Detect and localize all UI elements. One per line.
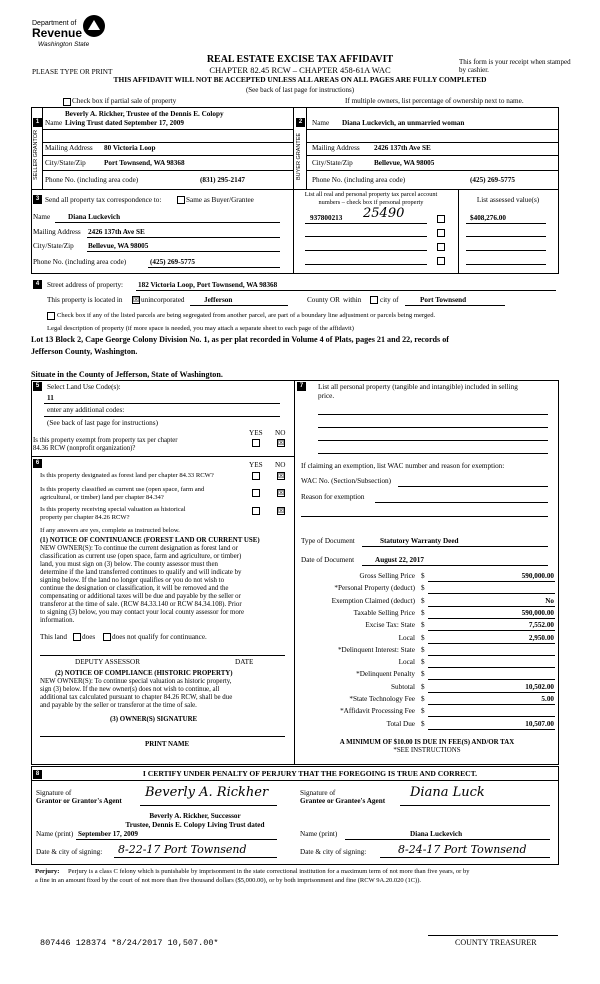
assessed-header: List assessed value(s) xyxy=(476,196,540,204)
tax-row-currency: $ xyxy=(421,707,425,716)
tax-row-currency: $ xyxy=(421,719,425,728)
unincorporated-checkbox[interactable]: ☒ xyxy=(133,296,140,304)
section-6-badge: 6 xyxy=(33,459,42,468)
grantor-print-3: September 17, 2009 xyxy=(78,830,138,838)
tax-row-label: Local xyxy=(398,633,415,642)
s3-mailing: 2426 137th Ave SE xyxy=(88,228,145,236)
tax-row-underline xyxy=(428,643,555,644)
seller-city: Port Townsend, WA 98368 xyxy=(104,159,185,167)
tax-row-currency: $ xyxy=(421,670,425,679)
partial-sale-checkbox[interactable] xyxy=(63,98,71,106)
same-as-buyer-label: Same as Buyer/Grantee xyxy=(186,196,254,204)
buyer-mailing: 2426 137th Ave SE xyxy=(374,144,431,152)
form-see-back: (See back of last page for instructions) xyxy=(245,86,355,94)
s3-city-label: City/State/Zip xyxy=(33,242,74,250)
s3-mailing-label: Mailing Address xyxy=(33,228,81,236)
tax-row-label: Exemption Claimed (deduct) xyxy=(331,596,415,605)
buyer-city-label: City/State/Zip xyxy=(312,159,353,167)
send-correspondence-label: Send all property tax correspondence to: xyxy=(45,196,162,204)
s5-see-back: (See back of last page for instructions) xyxy=(47,419,158,427)
tax-row-underline xyxy=(428,679,555,680)
city-name: Port Townsend xyxy=(420,296,467,304)
seller-mailing: 80 Victoria Loop xyxy=(104,144,156,152)
exempt-no-checkbox[interactable]: ☒ xyxy=(278,439,285,447)
receipt-note: This form is your receipt when stamped by cashier. xyxy=(459,58,571,75)
notice1-line: NEW OWNER(S): To continue the current designation as forest land or xyxy=(40,545,238,552)
notice1-line: signing below. If the land no longer qualifies or you do not wish to xyxy=(40,577,225,584)
tax-row-underline xyxy=(428,667,555,668)
seller-grantor-label: SELLER GRANTOR xyxy=(33,129,39,180)
grantor-sig-label-1: Signature of xyxy=(36,789,72,797)
land-does-not-checkbox[interactable] xyxy=(103,633,111,641)
print-name-label: PRINT NAME xyxy=(145,741,190,748)
tax-row-label: Subtotal xyxy=(391,682,415,691)
unincorporated-label: unincorporated xyxy=(141,296,185,304)
land-use-label: Select Land Use Code(s): xyxy=(47,383,121,391)
s3-phone-label: Phone No. (including area code) xyxy=(33,258,127,266)
notice2-line: sign (3) below. If the new owner(s) does not wish to continue, all xyxy=(40,686,220,693)
grantor-print-1: Beverly A. Rickher, Successor xyxy=(149,812,241,820)
tax-row-value: 10,502.00 xyxy=(525,682,554,691)
exempt-question-2: 84.36 RCW (nonprofit organization)? xyxy=(33,445,136,452)
section-7-badge: 7 xyxy=(297,382,306,391)
section-3-badge: 3 xyxy=(33,195,42,204)
notice1-line: continue the designation or classification, it will be removed and the xyxy=(40,585,229,592)
current-use-yes-checkbox[interactable] xyxy=(252,489,260,497)
buyer-phone-label: Phone No. (including area code) xyxy=(312,176,406,184)
tax-row-value: 590,000.00 xyxy=(521,608,554,617)
reason-label: Reason for exemption xyxy=(301,493,365,501)
tax-row-value: 10,507.00 xyxy=(525,719,554,728)
segregated-checkbox[interactable] xyxy=(47,312,55,320)
tax-row-label: *Personal Property (deduct) xyxy=(334,584,415,593)
legal-line-1: Lot 13 Block 2, Cape George Colony Division No. 1, as per plat recorded in Volume 4 of Plats, pages 21 and 22, records of xyxy=(31,335,449,344)
seller-mailing-label: Mailing Address xyxy=(45,144,93,152)
form-title: REAL ESTATE EXCISE TAX AFFIDAVIT xyxy=(206,54,394,65)
grantee-date: 8-24-17 Port Townsend xyxy=(398,843,527,856)
tax-row-label: Total Due xyxy=(386,719,415,728)
street-address: 182 Victoria Loop, Port Townsend, WA 98368 xyxy=(138,281,278,289)
multiple-owners-note: If multiple owners, list percentage of ownership next to name. xyxy=(345,97,524,105)
deputy-assessor-label: DEPUTY ASSESSOR xyxy=(75,658,141,666)
forest-yes-checkbox[interactable] xyxy=(252,472,260,480)
tax-row-label: *Delinquent Interest: State xyxy=(337,645,415,654)
dor-logo xyxy=(30,14,110,54)
exempt-yes-checkbox[interactable] xyxy=(252,439,260,447)
tax-row-underline xyxy=(428,692,555,693)
tax-row-underline xyxy=(428,618,555,619)
personal-property-checkbox-3[interactable] xyxy=(437,243,445,251)
historic-question-1: Is this property receiving special valuation as historical xyxy=(40,506,186,513)
assessed-value: $408,276.00 xyxy=(470,214,506,222)
does-label: does xyxy=(82,633,96,641)
perjury-line-1: Perjury is a class C felony which is punishable by imprisonment in the state correctional institution for a maximum term of not more than five years, or by xyxy=(68,868,470,875)
buyer-mailing-label: Mailing Address xyxy=(312,144,360,152)
owner-signature-label: (3) OWNER(S) SIGNATURE xyxy=(110,716,198,723)
within-label: within xyxy=(343,296,362,304)
s5-yes: YES xyxy=(249,429,263,437)
notice1-line: land, you must sign on (3) below. The county assessor must then xyxy=(40,561,218,568)
tax-row-currency: $ xyxy=(421,633,425,642)
buyer-name-label: Name xyxy=(312,119,330,127)
grantee-signature: Diana Luck xyxy=(410,785,485,800)
tax-row-underline xyxy=(428,581,555,582)
land-does-checkbox[interactable] xyxy=(73,633,81,641)
parcel-handwritten: 25490 xyxy=(363,206,405,221)
tax-row-value: 2,950.00 xyxy=(528,633,554,642)
street-label: Street address of property: xyxy=(47,281,124,289)
current-use-question-2: agricultural, or timber) land per chapter 84.34? xyxy=(40,494,164,501)
parcel-number: 937800213 xyxy=(310,214,343,222)
tax-row-underline xyxy=(428,606,555,607)
county-or-label: County OR xyxy=(307,296,340,304)
tax-row-currency: $ xyxy=(421,682,425,691)
grantor-sig-label-2: Grantor or Grantor's Agent xyxy=(36,797,122,805)
notice1-line: information. xyxy=(40,617,75,624)
s6-yes: YES xyxy=(249,461,263,469)
tax-row-label: Excise Tax: State xyxy=(365,621,415,630)
tax-row-currency: $ xyxy=(421,621,425,630)
tax-row-label: Gross Selling Price xyxy=(359,572,415,580)
tax-row-label: Taxable Selling Price xyxy=(353,608,415,617)
section-4-badge: 4 xyxy=(33,280,42,289)
notice1-line: to signing (3) below, you may contact your local county assessor for more xyxy=(40,609,245,616)
minimum-fee-note: A MINIMUM OF $10.00 IS DUE IN FEE(S) AND/OR TAX xyxy=(339,739,515,746)
grantee-sig-label-1: Signature of xyxy=(300,789,336,797)
within-city-checkbox[interactable] xyxy=(370,296,378,304)
notice1-line: transferor at the time of sale. (RCW 84.33.140 or RCW 84.34.108). Prior xyxy=(40,601,242,608)
personal-property-checkbox-4[interactable] xyxy=(437,257,445,265)
tax-row-underline xyxy=(428,729,555,730)
seller-phone: (831) 295-2147 xyxy=(200,176,245,184)
buyer-name: Diana Luckevich, an unmarried woman xyxy=(342,119,465,127)
current-use-no-checkbox[interactable]: ☒ xyxy=(278,489,285,497)
segregated-note: Check box if any of the listed parcels are being segregated from another parcel, are part of a boundary line adjustment or parcels being merged. xyxy=(57,312,436,319)
section-2-badge: 2 xyxy=(296,118,305,127)
tax-row-currency: $ xyxy=(421,572,425,580)
tax-row-currency: $ xyxy=(421,596,425,605)
s6-no: NO xyxy=(275,461,286,469)
notice2-title: (2) NOTICE OF COMPLIANCE (HISTORIC PROPERTY) xyxy=(55,670,233,677)
section-1-badge: 1 xyxy=(33,118,42,127)
notice2-line: and payable by the seller or transferor at the time of sale. xyxy=(40,702,197,709)
county-treasurer-label: COUNTY TREASURER xyxy=(455,938,537,947)
notice1-title: (1) NOTICE OF CONTINUANCE (FOREST LAND OR CURRENT USE) xyxy=(40,537,260,544)
seller-phone-label: Phone No. (including area code) xyxy=(45,176,139,184)
tax-row-currency: $ xyxy=(421,645,425,654)
s3-phone: (425) 269-5775 xyxy=(150,258,195,266)
notice1-line: classification as current use (open space, farm and agriculture, or timber) xyxy=(40,553,242,560)
exemption-label: If claiming an exemption, list WAC number and reason for exemption: xyxy=(301,462,505,470)
historic-question-2: property per chapter 84.26 RCW? xyxy=(40,514,130,521)
tax-row-underline xyxy=(428,630,555,631)
tax-row-underline xyxy=(428,655,555,656)
land-use-code: 11 xyxy=(47,394,54,402)
personal-property-checkbox-1[interactable] xyxy=(437,215,445,223)
seller-name-line2: Living Trust dated September 17, 2009 xyxy=(65,119,184,127)
tax-row-currency: $ xyxy=(421,695,425,703)
doc-date-label: Date of Document xyxy=(301,556,355,564)
seller-name-label: Name xyxy=(45,119,63,127)
certify-statement: I CERTIFY UNDER PENALTY OF PERJURY THAT THE FOREGOING IS TRUE AND CORRECT. xyxy=(142,769,478,778)
parcel-header: List all real and personal property tax parcel account numbers – check box if personal property xyxy=(304,191,438,206)
buyer-phone: (425) 269-5775 xyxy=(470,176,515,184)
grantor-name-label: Name (print) xyxy=(36,830,74,838)
receipt-stamp: 807446 128374 *8/24/2017 10,507.00* xyxy=(40,938,219,948)
dor-label-state: Washington State xyxy=(38,41,90,48)
s3-name: Diana Luckevich xyxy=(68,213,121,221)
form-subtitle: CHAPTER 82.45 RCW – CHAPTER 458-61A WAC xyxy=(209,65,391,75)
tax-row-label: Local xyxy=(398,658,415,667)
seller-name-line1: Beverly A. Rickher, Trustee of the Dennis E. Colopy xyxy=(65,110,224,118)
grantee-name-label: Name (print) xyxy=(300,830,338,838)
exempt-question-1: Is this property exempt from property tax per chapter xyxy=(33,437,178,444)
historic-yes-checkbox[interactable] xyxy=(252,507,260,515)
tax-row-value: 590,000.00 xyxy=(521,572,554,580)
notice1-line: determine if the land transferred continues to qualify and will indicate by xyxy=(40,569,242,576)
tax-row-value: No xyxy=(545,596,554,605)
situate-line: Situate in the County of Jefferson, State of Washington. xyxy=(31,370,223,379)
tax-row-currency: $ xyxy=(421,658,425,667)
partial-sale-label: Check box if partial sale of property xyxy=(72,97,177,105)
grantor-date: 8-22-17 Port Townsend xyxy=(118,843,247,856)
perjury-label: Perjury: xyxy=(35,868,60,875)
doc-type-label: Type of Document xyxy=(301,537,355,545)
additional-codes-label: enter any additional codes: xyxy=(47,406,125,414)
personal-property-label-1: List all personal property (tangible and intangible) included in selling xyxy=(318,383,518,391)
perjury-line-2: a fine in an amount fixed by the court of not more than five thousand dollars ($5,000.00), or by both imprisonment and fine (RCW 9A.20.020 (1C)). xyxy=(35,877,422,884)
tax-row-currency: $ xyxy=(421,584,425,593)
buyer-city: Bellevue, WA 98005 xyxy=(374,159,435,167)
city-of-label: city of xyxy=(380,296,399,304)
tax-row-underline xyxy=(428,704,555,705)
grantee-date-label: Date & city of signing: xyxy=(300,848,367,856)
tax-row-underline xyxy=(428,593,555,594)
tax-row-value: 7,552.00 xyxy=(528,621,554,630)
county-name: Jefferson xyxy=(204,296,233,304)
s3-city: Bellevue, WA 98005 xyxy=(88,242,149,250)
tax-row-value: 5.00 xyxy=(541,695,554,703)
historic-no-checkbox[interactable]: ☒ xyxy=(278,507,285,515)
please-type: PLEASE TYPE OR PRINT xyxy=(32,68,113,76)
dor-label-line: Department of xyxy=(32,20,77,27)
dor-label-name: Revenue xyxy=(32,26,83,40)
section-8-badge: 8 xyxy=(33,770,42,779)
notice2-line: NEW OWNER(S): To continue special valuation as historic property, xyxy=(40,678,232,685)
does-not-label: does not qualify for continuance. xyxy=(112,633,207,641)
this-land-label: This land xyxy=(40,633,67,641)
tax-row-label: *Delinquent Penalty xyxy=(356,670,415,679)
form-warning: THIS AFFIDAVIT WILL NOT BE ACCEPTED UNLESS ALL AREAS ON ALL PAGES ARE FULLY COMPLETED xyxy=(113,75,487,84)
current-use-question-1: Is this property classified as current use (open space, farm and xyxy=(40,486,205,493)
located-label: This property is located in xyxy=(47,296,123,304)
notice2-line: additional tax calculated pursuant to chapter 84.26 RCW, shall be due xyxy=(40,694,233,701)
buyer-grantee-label: BUYER GRANTEE xyxy=(296,132,302,180)
doc-date: August 22, 2017 xyxy=(375,556,424,564)
personal-property-checkbox-2[interactable] xyxy=(437,229,445,237)
same-as-buyer-checkbox[interactable] xyxy=(177,196,185,204)
doc-type: Statutory Warranty Deed xyxy=(380,537,459,545)
s5-no: NO xyxy=(275,429,286,437)
seller-city-label: City/State/Zip xyxy=(45,159,86,167)
section-5-badge: 5 xyxy=(33,382,42,391)
grantor-print-2: Trustee, Dennis E. Colopy Living Trust dated xyxy=(125,821,265,829)
grantee-sig-label-2: Grantee or Grantee's Agent xyxy=(300,797,386,805)
personal-property-label-2: price. xyxy=(318,392,335,400)
grantor-signature: Beverly A. Rickher xyxy=(145,785,269,800)
wac-label: WAC No. (Section/Subsection) xyxy=(301,477,392,485)
tax-row-underline xyxy=(428,716,555,717)
tax-row-label: *State Technology Fee xyxy=(349,695,415,703)
see-instructions: *SEE INSTRUCTIONS xyxy=(393,747,461,754)
assessor-date-label: DATE xyxy=(235,658,254,666)
legal-label: Legal description of property (if more space is needed, you may attach a separate sheet to each page of the affidavit) xyxy=(47,325,354,332)
forest-no-checkbox[interactable]: ☒ xyxy=(278,472,285,480)
tax-row-currency: $ xyxy=(421,608,425,617)
notice1-line: compensating or additional taxes will be due and payable by the seller or xyxy=(40,593,241,600)
tax-row-label: *Affidavit Processing Fee xyxy=(340,707,415,716)
legal-line-2: Jefferson County, Washington. xyxy=(31,347,138,356)
forest-question: Is this property designated as forest land per chapter 84.33 RCW? xyxy=(40,472,214,479)
grantor-date-label: Date & city of signing: xyxy=(36,848,103,856)
if-yes-note: If any answers are yes, complete as instructed below. xyxy=(40,527,180,534)
dor-logo-icon xyxy=(82,14,106,38)
grantee-name: Diana Luckevich xyxy=(410,830,463,838)
s3-name-label: Name xyxy=(33,213,51,221)
